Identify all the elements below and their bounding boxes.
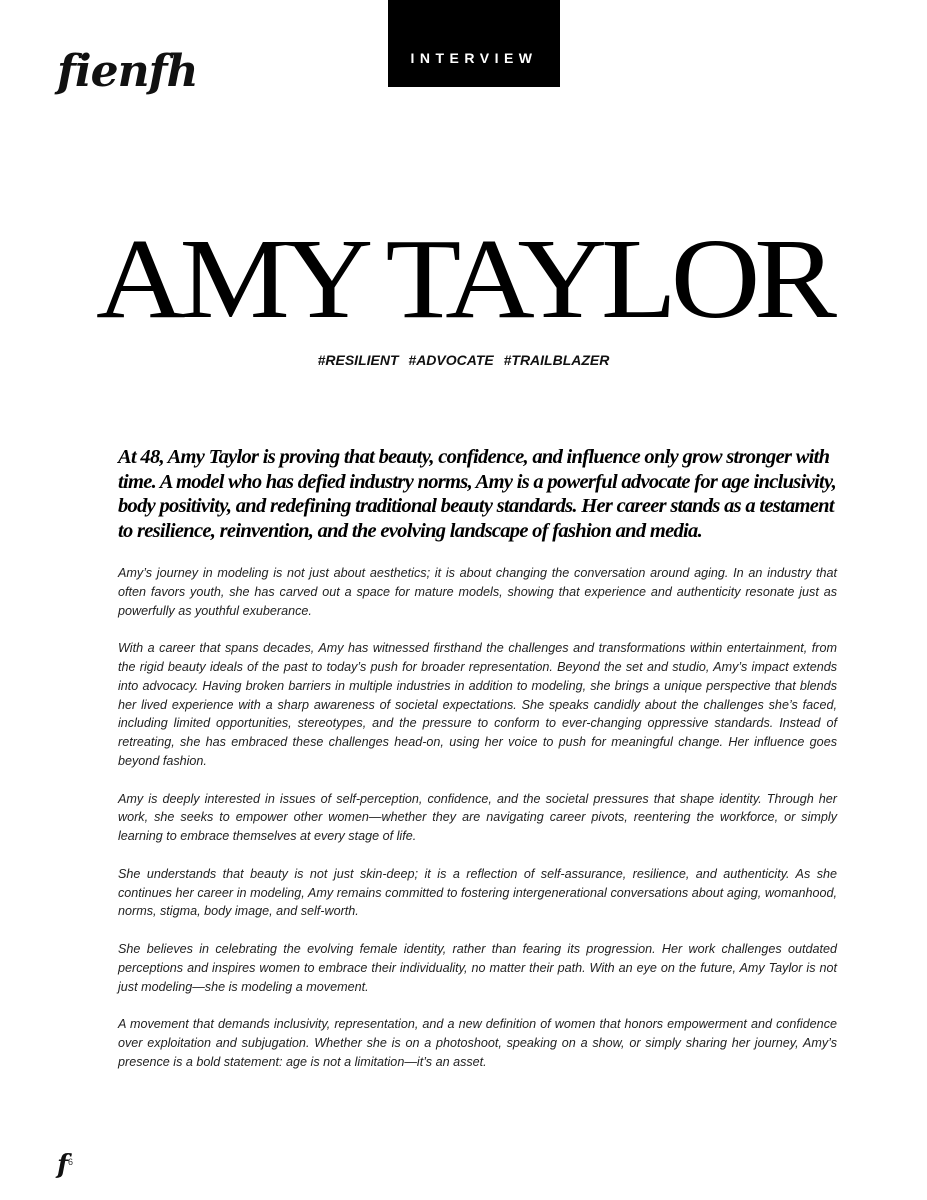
footer-logo-mark: f: [57, 1150, 69, 1180]
article-title: AMY TAYLOR: [95, 215, 832, 342]
article-lead: At 48, Amy Taylor is proving that beauty, confidence, and influence only grow stronger with time. A model who has defied industry norms, Amy is a powerful advocate for age inclusivity, body positivity, and redefining traditional beauty standards. Her career stands as a testament to resilience, reinvention, and the evolving landscape of fashion and media.: [118, 446, 837, 542]
body-paragraph: Amy’s journey in modeling is not just about aesthetics; it is about changing the conversation around aging. In an industry that often favors youth, she has carved out a space for mature models, showing that experience and authenticity resonate just as powerfully as youthful exuberance.: [118, 566, 837, 618]
section-label: [388, 0, 560, 87]
body-paragraph: She understands that beauty is not just skin-deep; it is a reflection of self-assurance, resilience, and authenticity. As she continues her career in modeling, Amy remains committed to fostering intergenerational conversations about aging, womanhood, norms, stigma, body image, and self-worth.: [118, 866, 837, 919]
body-paragraph: She believes in celebrating the evolving female identity, rather than fearing its progression. Her work challenges outdated perceptions and inspires women to embrace their individuality, no matter their path. With an eye on the future, Amy Taylor is not just modeling—she is modeling a movement.: [118, 941, 837, 994]
article-body: [118, 564, 837, 1090]
hashtag-list: [0, 352, 927, 368]
page-number: 6: [68, 1157, 74, 1167]
hashtag: #RESILIENT: [317, 352, 399, 368]
hashtag: #TRAILBLAZER: [503, 352, 610, 368]
body-paragraph: With a career that spans decades, Amy has witnessed firsthand the challenges and transformations within entertainment, from the rigid beauty ideals of the past to today’s push for broader representation. Beyond the set and studio, Amy’s impact extends into advocacy. Having broken barriers in multiple industries in addition to modeling, she brings a unique perspective that blends her lived experience with a sharp awareness of societal expectations. She speaks candidly about the challenges she’s faced, including limited opportunities, stereotypes, and the pressure to conform to ever-changing oppressive standards. Instead of retreating, she has embraced these challenges head-on, using her voice to push for meaningful change. Her influence goes beyond fashion.: [118, 641, 837, 768]
magazine-logo: fienfh: [57, 46, 198, 97]
body-paragraph: Amy is deeply interested in issues of self-perception, confidence, and the societal pressures that shape identity. Through her work, she seeks to empower other women—whether they are navigating career pivots, reentering the workforce, or simply learning to embrace themselves at every stage of life.: [118, 791, 837, 844]
section-label-text: INTERVIEW: [410, 50, 538, 66]
body-paragraph: A movement that demands inclusivity, representation, and a new definition of women that honors empowerment and confidence over exploitation and subjugation. Whether she is on a photoshoot, speaking on a show, or simply sharing her journey, Amy’s presence is a bold statement: age is not a limitation—it’s an asset.: [118, 1017, 837, 1069]
hashtag: #ADVOCATE: [408, 352, 494, 368]
